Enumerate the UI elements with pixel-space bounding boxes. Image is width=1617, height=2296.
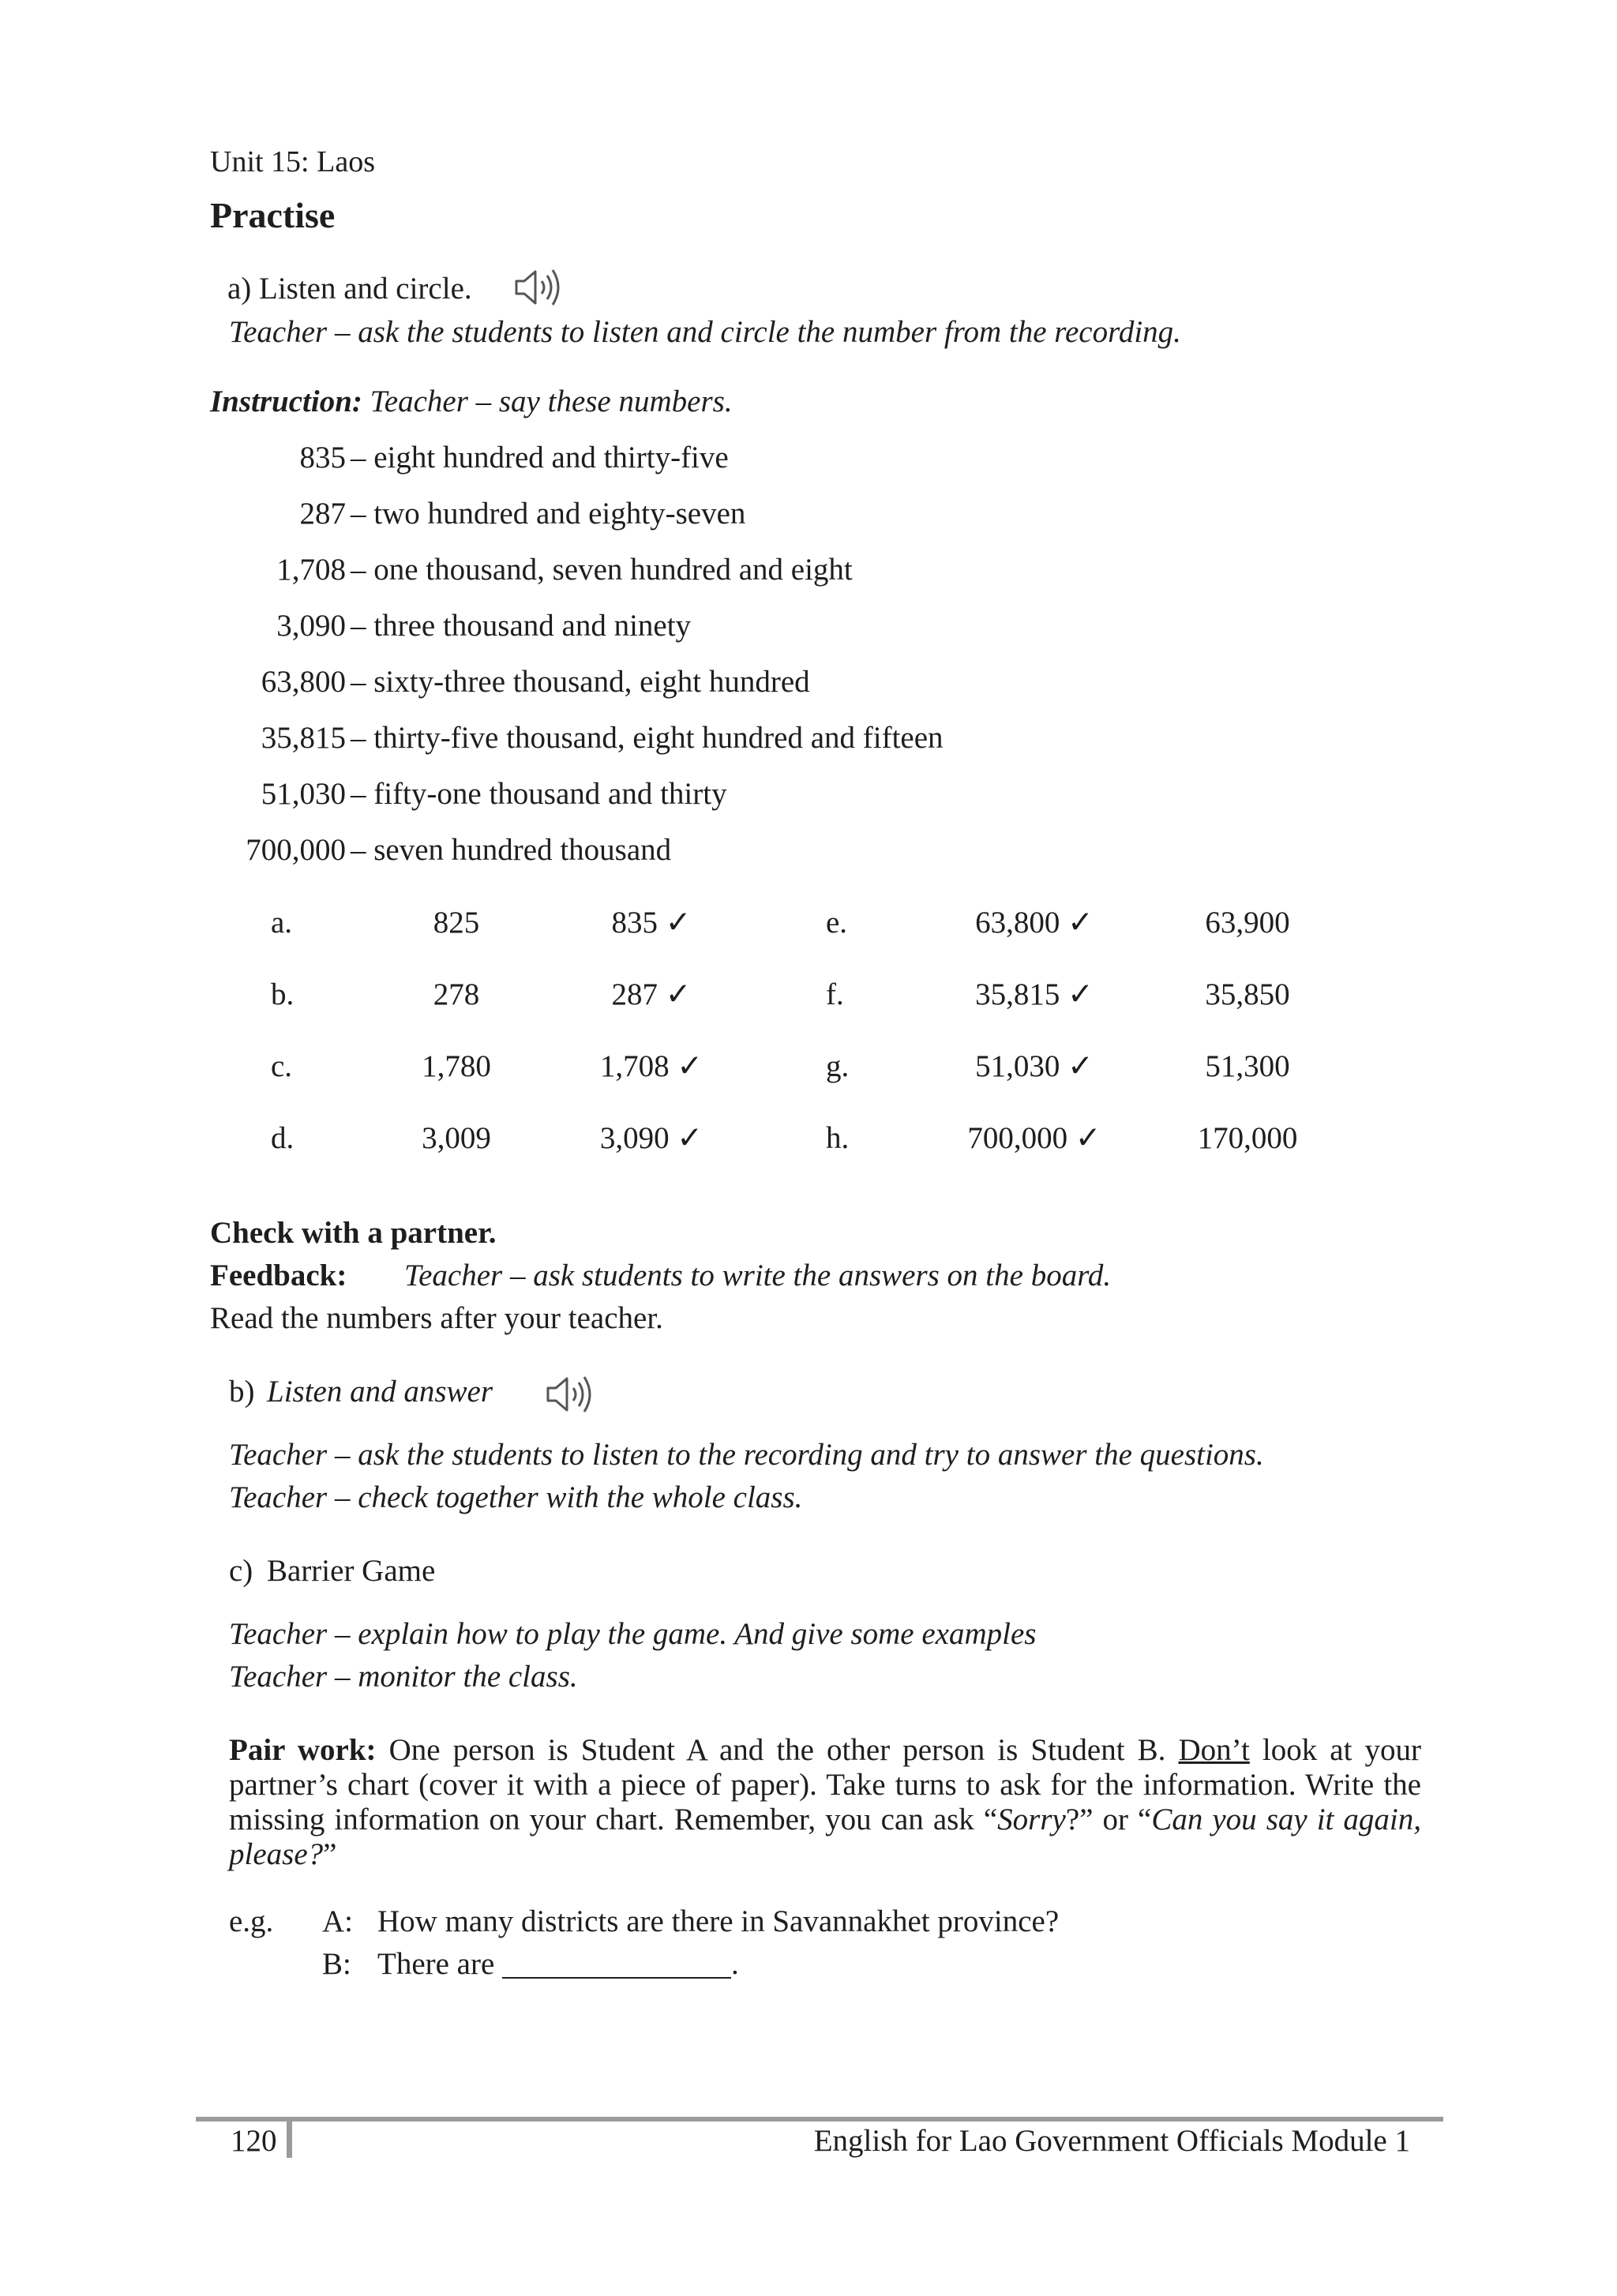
answer-letter: e. (826, 906, 848, 940)
answer-letter: g. (826, 1049, 850, 1083)
answer-letter: h. (826, 1121, 850, 1155)
example-a-text: How many districts are there in Savannakhet province? (377, 1904, 1060, 1938)
example-eg: e.g. (229, 1904, 274, 1938)
answer-option[interactable]: 287 ✓ (611, 977, 692, 1011)
answer-option[interactable]: 700,000 ✓ (967, 1121, 1101, 1155)
answer-option[interactable]: 51,300 (1205, 1049, 1290, 1083)
part-b-note: Teacher – check together with the whole class. (229, 1480, 803, 1514)
answer-option[interactable]: 278 (433, 977, 480, 1011)
part-c-note: Teacher – monitor the class. (229, 1660, 578, 1694)
section-title: Practise (210, 195, 336, 235)
answer-option[interactable]: 1,780 (422, 1049, 491, 1083)
footer-divider (287, 2117, 292, 2158)
answer-option[interactable]: 35,815 ✓ (975, 977, 1094, 1011)
example-b-line: There are . (377, 1947, 739, 1981)
answer-letter: f. (826, 977, 844, 1011)
example-b-label: B: (322, 1947, 351, 1981)
answer-letter: b. (271, 977, 295, 1011)
check-heading: Check with a partner. (210, 1216, 497, 1250)
part-b-marker: b) (229, 1375, 255, 1409)
footer-rule (196, 2117, 1443, 2122)
answer-option[interactable]: 51,030 ✓ (975, 1049, 1094, 1083)
instruction-text: Teacher – say these numbers. (370, 385, 733, 418)
part-c-note: Teacher – explain how to play the game. And give some examples (229, 1617, 1037, 1651)
dont-emphasis: Don’t (1178, 1733, 1250, 1767)
footer-title: English for Lao Government Officials Module 1 (813, 2124, 1410, 2158)
part-a-teacher-note: Teacher – ask the students to listen and circle the number from the recording. (229, 315, 1181, 349)
example-a-label: A: (322, 1904, 353, 1938)
part-b-label: Listen and answer (267, 1375, 493, 1409)
instruction-label: Instruction: (210, 385, 362, 418)
answer-option[interactable]: 1,708 ✓ (599, 1049, 703, 1083)
pair-work-label: Pair work: (229, 1733, 377, 1767)
part-c-marker: c) (229, 1554, 253, 1588)
pair-work-paragraph: Pair work: One person is Student A and the other person is Student B. Don’t look at your partner’s chart (cover it with a piece of paper). Take turns to ask for the information. Write the missing information on your chart. Remember, you can ask “Sorry?” or “Can you say it again, please?” (229, 1733, 1421, 1871)
part-a-label: Listen and circle. (259, 272, 472, 306)
part-a-marker: a) (227, 272, 252, 306)
instruction-line (210, 384, 733, 419)
feedback-text: Teacher – ask students to write the answers on the board. (404, 1259, 1112, 1292)
answer-option[interactable]: 35,850 (1205, 977, 1290, 1011)
answer-option[interactable]: 825 (433, 906, 480, 940)
answer-letter: d. (271, 1121, 295, 1155)
speaker-icon[interactable] (512, 264, 568, 311)
speaker-icon[interactable] (543, 1371, 600, 1418)
part-b-note: Teacher – ask the students to listen to the recording and try to answer the questions. (229, 1438, 1264, 1472)
answer-option[interactable]: 63,800 ✓ (975, 906, 1094, 940)
answer-option[interactable]: 63,900 (1205, 906, 1290, 940)
read-line: Read the numbers after your teacher. (210, 1301, 663, 1335)
answer-letter: a. (271, 906, 293, 940)
answer-option[interactable]: 835 ✓ (611, 906, 692, 940)
answer-letter: c. (271, 1049, 293, 1083)
unit-label: Unit 15: Laos (210, 145, 375, 178)
answer-option[interactable]: 3,009 (422, 1121, 491, 1155)
answer-blank[interactable] (502, 1950, 731, 1979)
feedback-label: Feedback: (210, 1259, 347, 1292)
part-c-label: Barrier Game (267, 1554, 436, 1588)
answer-option[interactable]: 3,090 ✓ (599, 1121, 703, 1155)
answer-option[interactable]: 170,000 (1197, 1121, 1298, 1155)
page-number: 120 (231, 2124, 277, 2158)
